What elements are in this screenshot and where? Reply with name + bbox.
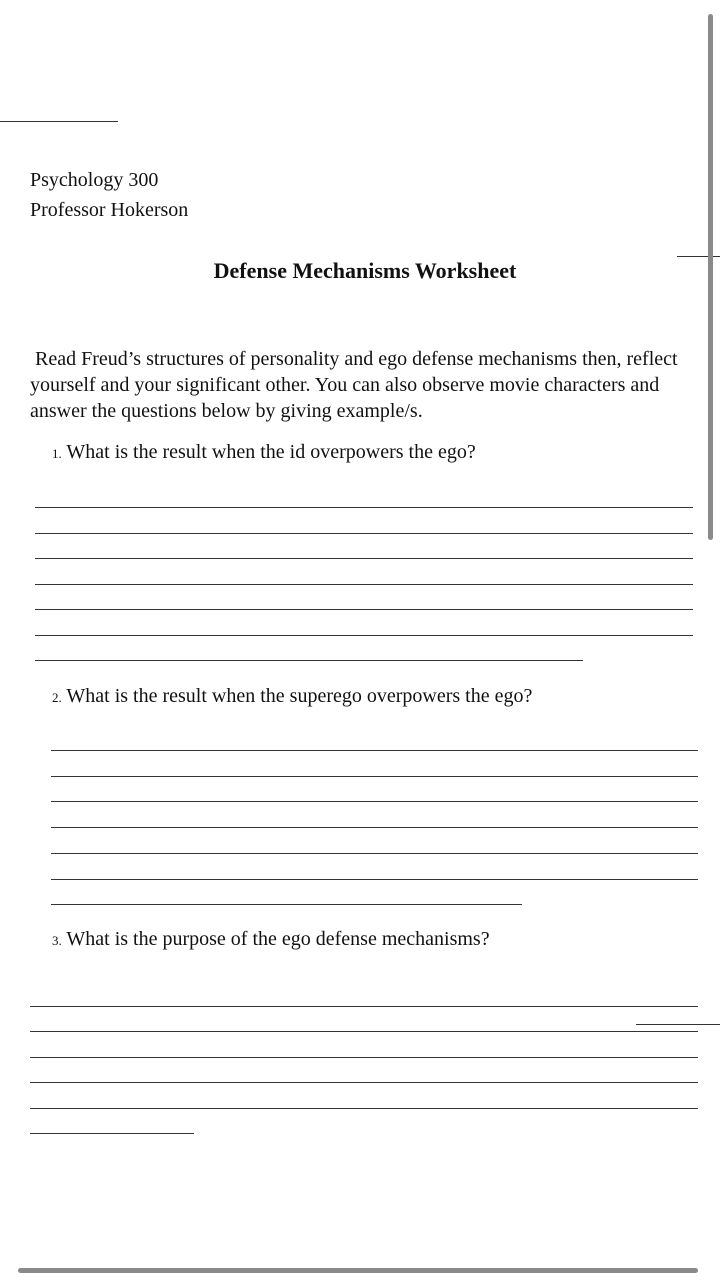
answer-line[interactable] — [51, 879, 698, 880]
question-1 — [52, 440, 476, 466]
answer-line[interactable] — [51, 750, 698, 751]
question-number: 1. — [52, 446, 62, 461]
answer-line[interactable] — [35, 660, 583, 661]
answer-line[interactable] — [35, 507, 693, 508]
question-text: What is the result when the superego overpowers the ego? — [66, 685, 533, 707]
answer-line[interactable] — [51, 827, 698, 828]
answer-line[interactable] — [30, 1082, 698, 1083]
answer-line[interactable] — [30, 1031, 698, 1032]
answer-line[interactable] — [30, 1108, 698, 1109]
question-text: What is the result when the id overpowers the ego? — [66, 441, 476, 463]
page-title: Defense Mechanisms Worksheet — [213, 258, 517, 283]
question-number: 2. — [52, 690, 62, 705]
vertical-scrollbar-thumb[interactable] — [708, 14, 713, 540]
answer-line[interactable] — [30, 1057, 698, 1058]
answer-line[interactable] — [51, 776, 698, 777]
answer-line[interactable] — [51, 801, 698, 802]
course-name: Psychology 300 — [30, 169, 159, 191]
answer-line[interactable] — [30, 1133, 194, 1134]
instructions-paragraph: Read Freud’s structures of personality and ego defense mechanisms then, reflect yourself and your significant other. You can also observe movie characters and answer the questions below by giving example/s. — [30, 348, 678, 422]
answer-line[interactable] — [35, 533, 693, 534]
answer-line[interactable] — [35, 558, 693, 559]
question-2 — [52, 684, 532, 710]
professor-name: Professor Hokerson — [30, 199, 189, 221]
question-number: 3. — [52, 933, 62, 948]
answer-line[interactable] — [35, 635, 693, 636]
answer-line[interactable] — [51, 904, 522, 905]
answer-line[interactable] — [30, 1006, 698, 1007]
answer-line[interactable] — [35, 584, 693, 585]
answer-line[interactable] — [51, 853, 698, 854]
horizontal-scrollbar-thumb[interactable] — [18, 1268, 698, 1273]
question-3 — [52, 927, 490, 953]
question-text: What is the purpose of the ego defense mechanisms? — [66, 928, 490, 950]
answer-line[interactable] — [35, 609, 693, 610]
top-left-rule — [0, 121, 118, 122]
